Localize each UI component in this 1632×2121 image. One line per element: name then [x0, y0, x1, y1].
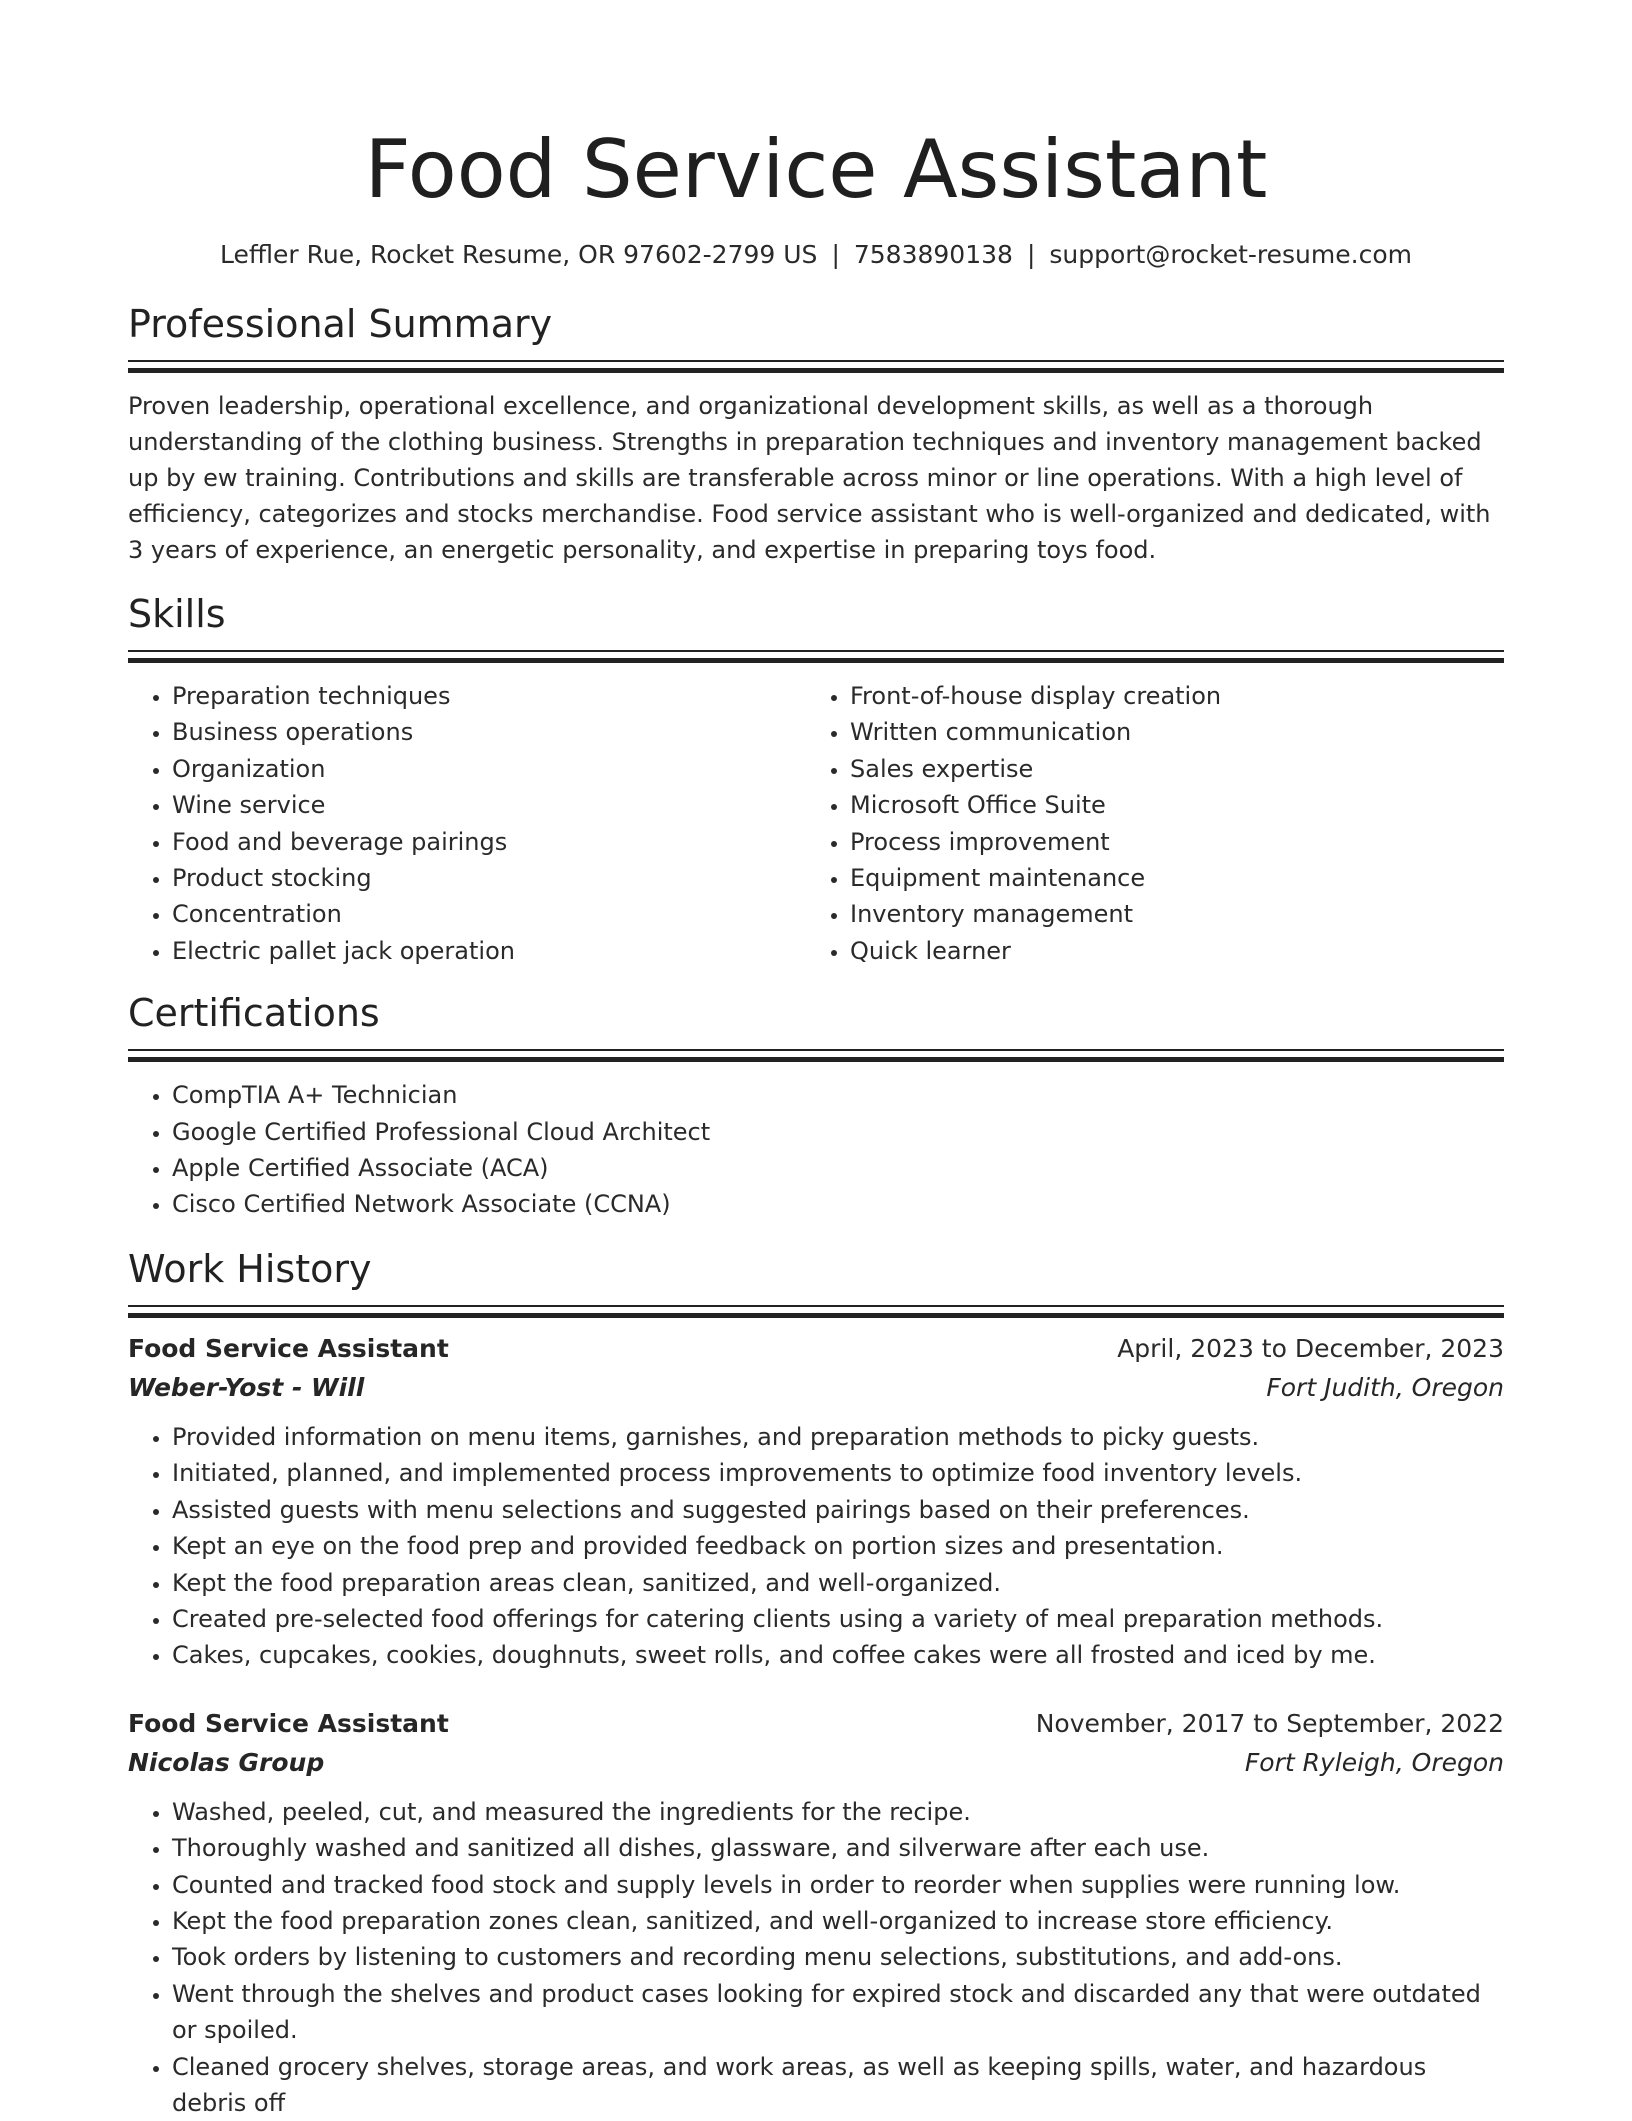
certifications-list — [128, 1077, 1504, 1223]
contact-separator: | — [831, 240, 840, 269]
contact-email: support@rocket-resume.com — [1049, 240, 1412, 269]
section-divider — [128, 1049, 1504, 1061]
skills-heading: Skills — [128, 592, 226, 636]
job-bullet: • Initiated, planned, and implemented process improvements to optimize food inventory levels. — [172, 1455, 1504, 1491]
skill-item: • Process improvement — [850, 824, 1504, 860]
job-entry — [128, 1704, 1504, 2121]
skill-item: • Quick learner — [850, 933, 1504, 969]
skill-item: • Product stocking — [172, 860, 806, 896]
summary-heading: Professional Summary — [128, 302, 553, 346]
contact-separator: | — [1026, 240, 1036, 269]
job-dates: April, 2023 to December, 2023 — [1117, 1333, 1504, 1363]
job-bullet: • Washed, peeled, cut, and measured the ingredients for the recipe. — [172, 1794, 1504, 1830]
certification-item: • Google Certified Professional Cloud Architect — [172, 1114, 1504, 1150]
skill-item: • Front-of-house display creation — [850, 678, 1504, 714]
certifications-section — [128, 989, 1504, 1223]
skill-item: • Equipment maintenance — [850, 860, 1504, 896]
job-bullet: • Kept the food preparation zones clean, sanitized, and well-organized to increase store efficiency. — [172, 1903, 1504, 1939]
job-header — [128, 1329, 1504, 1369]
contact-address: Leffler Rue, Rocket Resume, OR 97602-2799 US — [220, 240, 818, 269]
skills-grid — [128, 678, 1504, 969]
contact-phone: 7583890138 — [853, 240, 1013, 269]
job-bullet: • Took orders by listening to customers and recording menu selections, substitutions, and add-ons. — [172, 1939, 1504, 1975]
skills-section — [128, 590, 1504, 969]
job-bullets — [128, 1794, 1504, 2121]
skill-item: • Written communication — [850, 714, 1504, 750]
skills-list-left — [128, 678, 806, 969]
section-divider — [128, 650, 1504, 662]
job-location: Fort Ryleigh, Oregon — [1244, 1747, 1504, 1777]
skills-column-right — [806, 678, 1504, 969]
section-divider — [128, 1305, 1504, 1317]
job-dates: November, 2017 to September, 2022 — [1035, 1708, 1504, 1738]
job-bullet: • Created pre-selected food offerings for catering clients using a variety of meal preparation methods. — [172, 1601, 1504, 1637]
job-bullet: • Cleaned grocery shelves, storage areas, and work areas, as well as keeping spills, water, and hazardous debris off — [172, 2049, 1504, 2121]
job-bullet: • Provided information on menu items, garnishes, and preparation methods to picky guests. — [172, 1419, 1504, 1455]
summary-text: Proven leadership, operational excellence, and organizational development skills, as well as a thorough understanding of the clothing business. Strengths in preparation techniques and inventory management backed up by ew training. Contributions and skills are transferable across minor or line operations. With a high level of efficiency, categorizes and stocks merchandise. Food service assistant who is well-organized and dedicated, with 3 years of experience, an energetic personality, and expertise in preparing toys food. — [128, 392, 1491, 564]
skill-item: • Concentration — [172, 896, 806, 932]
job-bullet: • Counted and tracked food stock and supply levels in order to reorder when supplies were running low. — [172, 1867, 1504, 1903]
skill-item: • Food and beverage pairings — [172, 824, 806, 860]
skill-item: • Organization — [172, 751, 806, 787]
skills-list-right — [806, 678, 1504, 969]
section-divider — [128, 360, 1504, 372]
summary-section — [128, 300, 1504, 568]
job-header — [128, 1704, 1504, 1744]
certification-item: • Apple Certified Associate (ACA) — [172, 1150, 1504, 1186]
skill-item: • Business operations — [172, 714, 806, 750]
resume-page — [128, 0, 1504, 2121]
skill-item: • Inventory management — [850, 896, 1504, 932]
work-history-section — [128, 1245, 1504, 2121]
job-subheader — [128, 1744, 1504, 1782]
certifications-heading: Certifications — [128, 991, 380, 1036]
job-title: Food Service Assistant — [128, 1333, 449, 1363]
job-subheader — [128, 1369, 1504, 1407]
certification-item: • CompTIA A+ Technician — [172, 1077, 1504, 1113]
certification-item: • Cisco Certified Network Associate (CCNA) — [172, 1186, 1504, 1222]
job-entry — [128, 1329, 1504, 1674]
job-location: Fort Judith, Oregon — [1266, 1372, 1504, 1402]
job-bullet: • Kept the food preparation areas clean, sanitized, and well-organized. — [172, 1565, 1504, 1601]
job-title: Food Service Assistant — [128, 1708, 449, 1738]
job-bullet: • Kept an eye on the food prep and provided feedback on portion sizes and presentation. — [172, 1528, 1504, 1564]
resume-name: Food Service Assistant — [364, 123, 1268, 216]
contact-line — [128, 238, 1504, 272]
job-bullet: • Went through the shelves and product cases looking for expired stock and discarded any that were outdated or spoiled. — [172, 1976, 1504, 2049]
job-bullet: • Thoroughly washed and sanitized all dishes, glassware, and silverware after each use. — [172, 1830, 1504, 1866]
skill-item: • Electric pallet jack operation — [172, 933, 806, 969]
job-company: Weber-Yost - Will — [128, 1372, 365, 1402]
job-bullets — [128, 1419, 1504, 1674]
job-bullet: • Cakes, cupcakes, cookies, doughnuts, sweet rolls, and coffee cakes were all frosted and iced by me. — [172, 1637, 1504, 1673]
job-bullet: • Assisted guests with menu selections and suggested pairings based on their preferences. — [172, 1492, 1504, 1528]
skill-item: • Wine service — [172, 787, 806, 823]
skills-column-left — [128, 678, 806, 969]
work-history-heading: Work History — [128, 1246, 372, 1291]
skill-item: • Microsoft Office Suite — [850, 787, 1504, 823]
job-company: Nicolas Group — [128, 1747, 325, 1777]
skill-item: • Sales expertise — [850, 751, 1504, 787]
skill-item: • Preparation techniques — [172, 678, 806, 714]
